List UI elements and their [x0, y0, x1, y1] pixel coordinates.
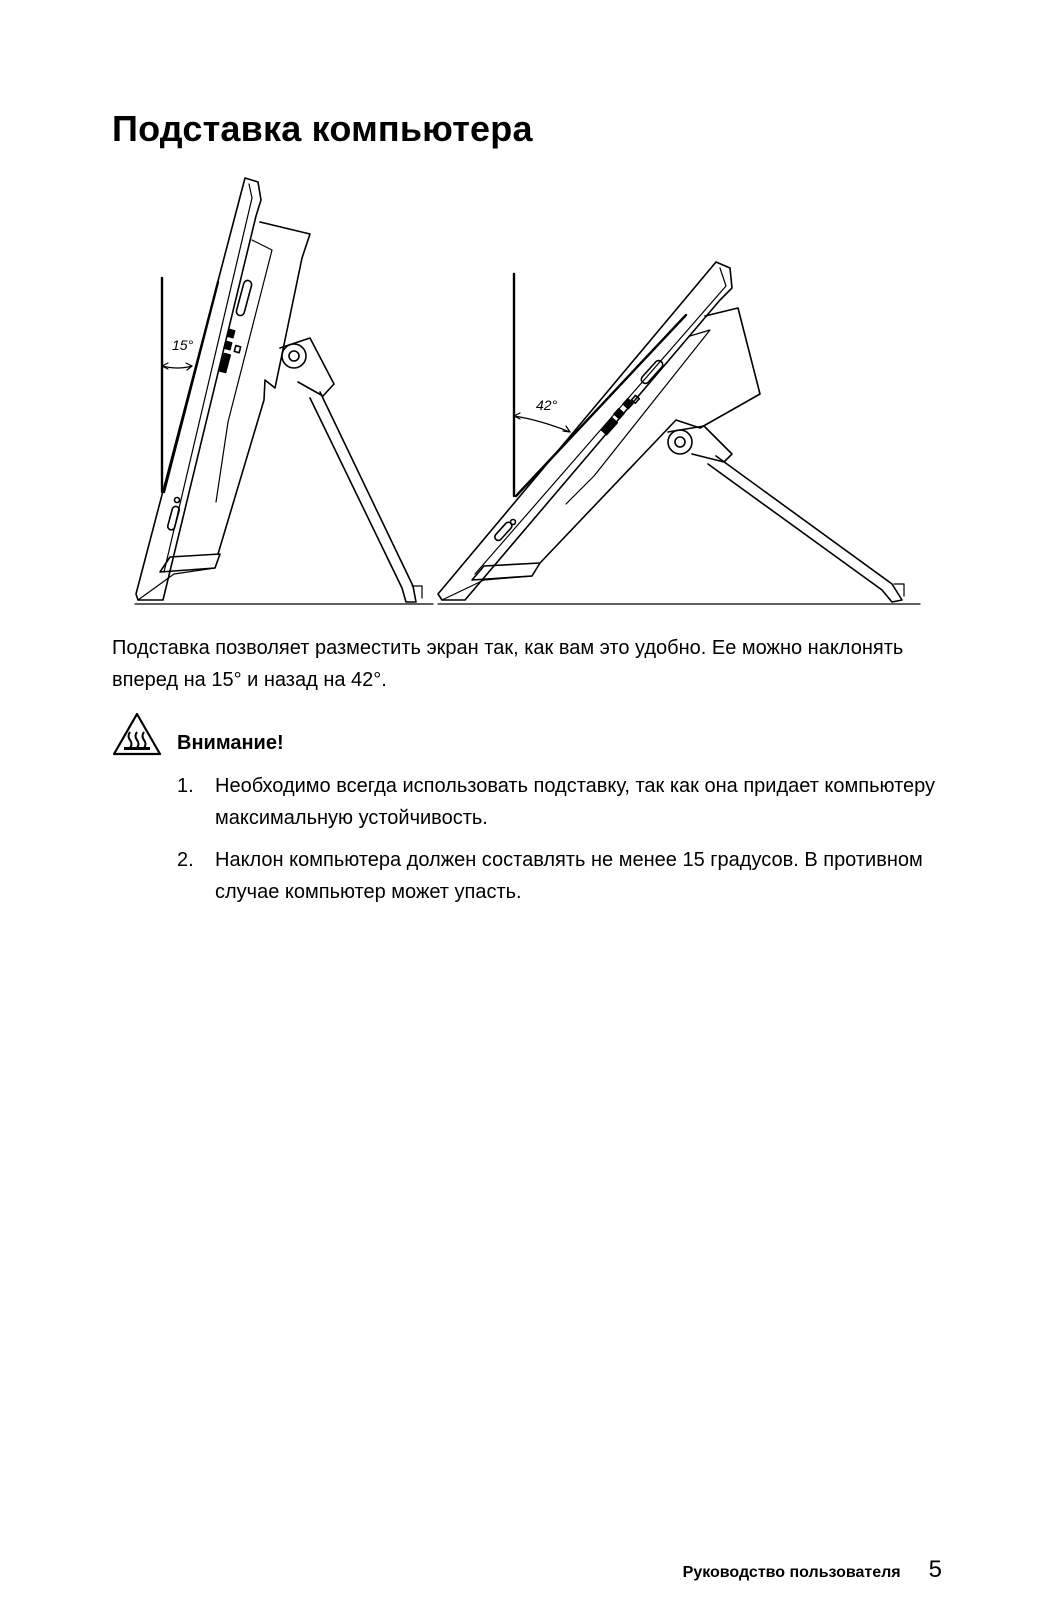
computer-tilt-42 [438, 262, 904, 602]
warning-title: Внимание! [177, 732, 284, 754]
warning-item [177, 844, 952, 908]
warning-item [177, 770, 952, 834]
warning-list [177, 770, 952, 918]
stand-tilt-illustration [120, 170, 930, 615]
angle-label-15: 15° [172, 337, 194, 353]
footer-label: Руководство пользователя [682, 1564, 901, 1581]
warning-item-number: 2. [177, 849, 194, 871]
angle-label-42: 42° [536, 397, 558, 413]
page-footer [683, 1556, 942, 1584]
intro-paragraph: Подставка позволяет разместить экран так, как вам это удобно. Ее можно наклонять вперед на 15° и назад на 42°. [112, 637, 904, 691]
hot-surface-warning-icon [112, 712, 162, 756]
warning-item-text: Наклон компьютера должен составлять не менее 15 градусов. В противном случае компьютер может упасть. [215, 849, 923, 903]
computer-tilt-15 [136, 178, 422, 602]
page-number: 5 [928, 1556, 942, 1583]
warning-item-number: 1. [177, 775, 194, 797]
page-title: Подставка компьютера [112, 108, 533, 149]
warning-item-text: Необходимо всегда использовать подставку, так как она придает компьютеру максимальную устойчивость. [215, 775, 936, 829]
